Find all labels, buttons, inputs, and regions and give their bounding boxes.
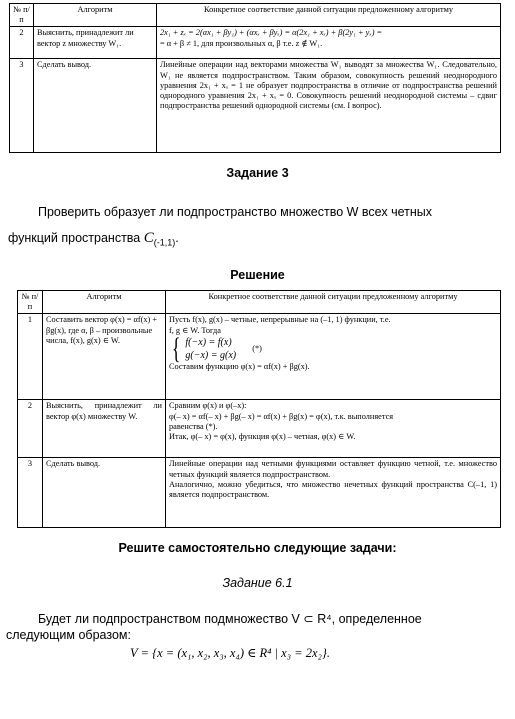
row-condition (166, 458, 501, 528)
task-6-1-formula: V = {x = (x₁, x₂, x₃, x₄) ∈ R⁴ | x₃ = 2x₂}. (130, 646, 330, 660)
row-condition: Линейные операции над векторами множества W₁ выводят за множества W₁. Следовательно, W₁ не является подпространством. Таким образом, совокупность решений неоднородного уравнения 2x₁ + xₓ = 1 не образует подпространства в отличие от подпространства решений однородного уравнения 2x₁ + xₓ = 0. Совокупность решений неоднородной системы – сдвиг подпространства решений однородной системы (см. I вопрос). (157, 59, 501, 153)
cond-line: равенства (*). (169, 421, 218, 431)
cond-line: Итак, φ(– x) = φ(x), функция φ(x) – четная, φ(x) ∈ W. (169, 432, 356, 442)
table-row (18, 458, 501, 528)
task-3-text-line-1: Проверить образует ли подпространство множество W всех четных (38, 205, 432, 219)
cond-line: f, g ∈ W. Тогда (169, 325, 221, 335)
header-algorithm: Алгоритм (34, 4, 157, 27)
task-6-1-text-line-1: Будет ли подпространством подмножество V ⊂ R⁴, определенное (38, 612, 422, 626)
cond-line: φ(– x) = αf(– x) + βg(– x) = αf(x) + βg(x) = φ(x), т.к. выполняется (169, 411, 394, 421)
task-3-text-2: функций пространства (8, 231, 141, 245)
cond-paragraph: Линейные операции над четными функциями оставляет функцию четной, т.е. множество четных функций является подпространством. (169, 459, 497, 479)
row-num: 3 (10, 59, 34, 153)
cond-paragraph: Аналогично, можно убедиться, что множество нечетных функций пространства C(–1, 1) является подпространством. (169, 479, 497, 500)
row-condition (166, 314, 501, 400)
table-row (18, 314, 501, 400)
row-algorithm: Сделать вывод. (43, 458, 166, 528)
table-header-row (10, 4, 501, 27)
solution-title: Решение (230, 268, 285, 282)
algorithm-table-1 (9, 3, 501, 153)
algorithm-table-2 (17, 290, 501, 528)
row-algorithm: Выяснить, принадлежит ли вектор φ(x) множеству W. (43, 400, 166, 458)
row-num: 1 (18, 314, 43, 400)
header-num: № п/п (10, 4, 34, 27)
task-6-1-title: Задание 6.1 (222, 576, 293, 590)
self-study-title: Решите самостоятельно следующие задачи: (118, 541, 397, 555)
task-3-text-line-2 (8, 228, 179, 253)
table-header-row (18, 291, 501, 314)
row-num: 2 (18, 400, 43, 458)
table-row (10, 27, 501, 59)
cond-line: = α + β ≠ 1, для произвольных α, β т.е. z ∉ W₁. (160, 38, 323, 48)
cond-line: Сравним φ(x) и φ(–x): (169, 401, 247, 411)
table-row (10, 59, 501, 153)
task-6-1-text-line-2: следующим образом: (6, 628, 131, 642)
table-row (18, 400, 501, 458)
task-3-title: Задание 3 (226, 166, 289, 180)
task-3-period: . (175, 231, 179, 245)
equation-system (169, 331, 497, 365)
cond-line: Составим функцию φ(x) = αf(x) + βg(x). (169, 361, 310, 371)
cond-line: 2x₁ + zₓ = 2(αx₁ + βy₁) + (αxₓ + βyₓ) = α(2x₁ + xₓ) + β(2y₁ + yₓ) = (160, 28, 383, 38)
space-subscript: (-1,1) (153, 237, 176, 248)
row-algorithm: Сделать вывод. (34, 59, 157, 153)
header-condition: Конкретное соответствие данной ситуации предложенному алгоритму (157, 4, 501, 27)
row-algorithm: Выяснить, принадлежит ли вектор z множеству W₁. (34, 27, 157, 59)
row-condition (157, 27, 501, 59)
header-num: № п/п (18, 291, 43, 314)
system-line: f(−x) = f(x) (185, 336, 232, 348)
cond-line: Пусть f(x), g(x) – четные, непрерывные на (–1, 1) функции, т.е. (169, 315, 391, 325)
brace-icon: { (171, 331, 181, 365)
system-line: g(−x) = g(x) (185, 349, 237, 361)
equation-mark: (*) (252, 343, 262, 353)
space-symbol: C (143, 230, 154, 246)
row-num: 3 (18, 458, 43, 528)
header-algorithm: Алгоритм (43, 291, 166, 314)
row-condition (166, 400, 501, 458)
row-num: 2 (10, 27, 34, 59)
header-condition: Конкретное соответствие данной ситуации предложенному алгоритму (166, 291, 501, 314)
row-algorithm: Составить вектор φ(x) = αf(x) + βg(x), где α, β – произвольные числа, f(x), g(x) ∈ W. (43, 314, 166, 400)
